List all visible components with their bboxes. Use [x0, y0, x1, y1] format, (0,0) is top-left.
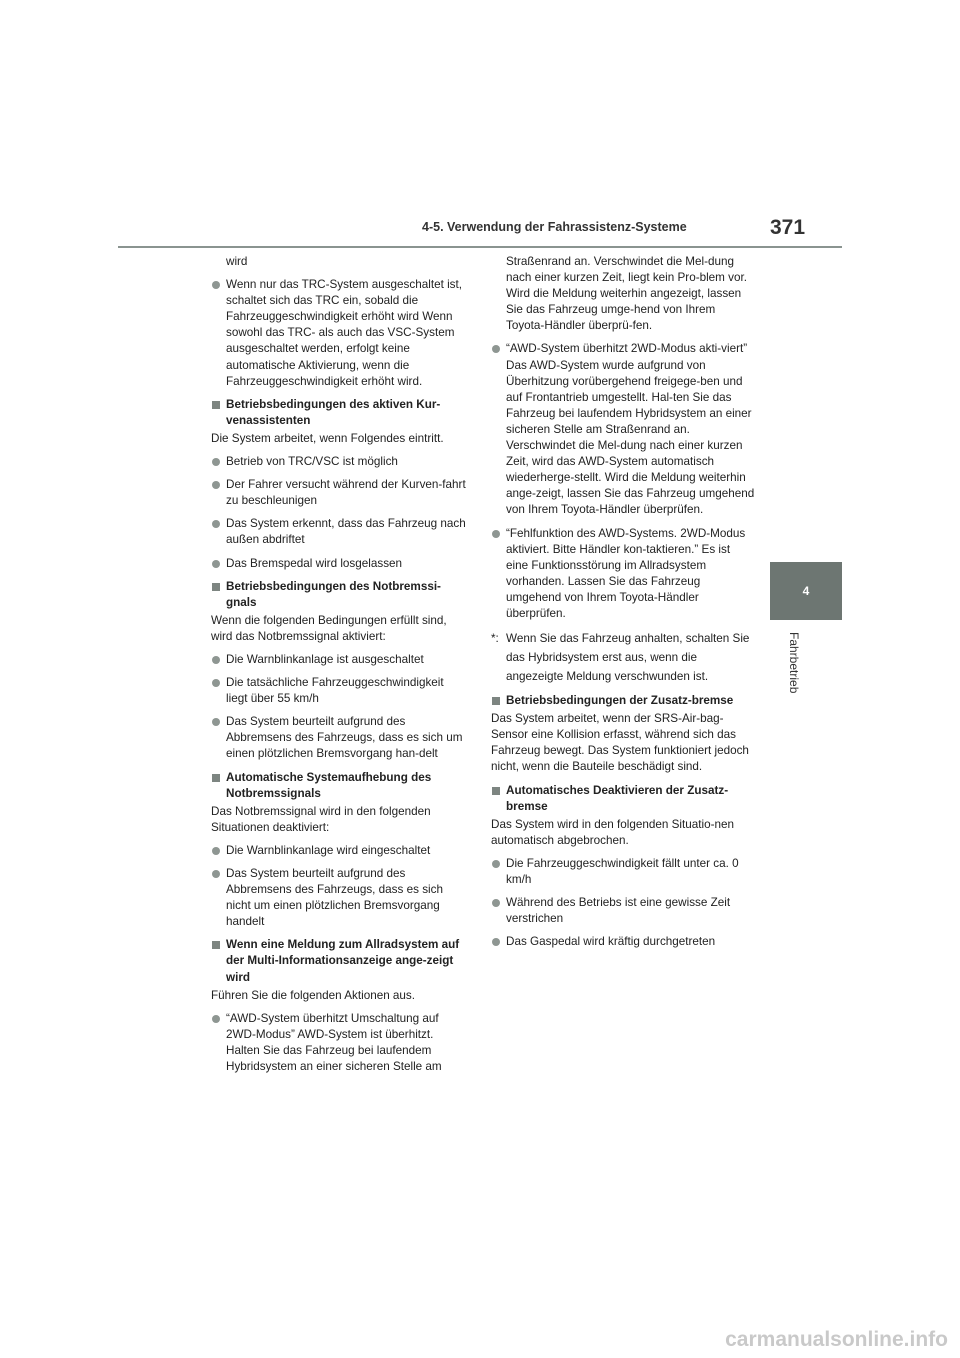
bullet-item: Die Warnblinkanlage ist ausgeschaltet	[211, 652, 467, 668]
bullet-item: Die tatsächliche Fahrzeuggeschwindigkeit liegt über 55 km/h	[211, 675, 467, 707]
bullet-item: “AWD-System überhitzt Umschaltung auf 2WD-Modus” AWD-System ist überhitzt. Halten Sie das Fahrzeug bei laufendem Hybridsystem an einer sicheren Stelle am	[211, 1011, 467, 1075]
bullet-item: Wenn nur das TRC-System ausgeschaltet ist, schaltet sich das TRC ein, sobald die Fahrzeuggeschwindigkeit erhöht wird Wenn sowohl das TRC- als auch das VSC-System ausgeschaltet werden, erfolgt keine automatische Aktivierung, wenn die Fahrzeuggeschwindigkeit erhöht wird.	[211, 277, 467, 390]
bullet-item: Das Gaspedal wird kräftig durchgetreten	[491, 934, 755, 950]
section-heading: Betriebsbedingungen des Notbremssi-gnals	[211, 579, 467, 611]
bullet-item: Das System erkennt, dass das Fahrzeug nach außen abdriftet	[211, 516, 467, 548]
paragraph: Das System wird in den folgenden Situatio-nen automatisch abgebrochen.	[491, 817, 734, 847]
bullet-item: Während des Betriebs ist eine gewisse Zeit verstrichen	[491, 895, 755, 927]
paragraph: Führen Sie die folgenden Aktionen aus.	[211, 988, 416, 1002]
bullet-item: Betrieb von TRC/VSC ist möglich	[211, 454, 467, 470]
header-divider	[118, 246, 842, 248]
page-number: 371	[770, 216, 806, 239]
section-heading: Wenn eine Meldung zum Allradsystem auf der Multi-Informationsanzeige ange-zeigt wird	[211, 937, 467, 985]
right-column	[491, 254, 755, 957]
watermark: carmanualsonline.info	[725, 1328, 948, 1351]
bullet-item: Die Warnblinkanlage wird eingeschaltet	[211, 843, 467, 859]
bullet-item: Der Fahrer versucht während der Kurven-fahrt zu beschleunigen	[211, 477, 467, 509]
chapter-label: Fahrbetrieb	[787, 632, 801, 694]
paragraph: Das Notbremssignal wird in den folgenden Situationen deaktiviert:	[211, 804, 431, 834]
footnote-marker: *:	[491, 632, 499, 646]
bullet-item: Die Fahrzeuggeschwindigkeit fällt unter ca. 0 km/h	[491, 856, 755, 888]
left-column	[211, 254, 467, 1082]
footnote-text: Wenn Sie das Fahrzeug anhalten, schalten Sie das Hybridsystem erst aus, wenn die angezeigte Meldung verschwunden ist.	[506, 632, 750, 684]
continued-text: wird	[226, 255, 248, 268]
bullet-item: Das System beurteilt aufgrund des Abbremsens des Fahrzeugs, dass es sich nicht um einen plötzlichen Bremsvorgang handelt	[211, 866, 467, 930]
paragraph: Die System arbeitet, wenn Folgendes eintritt.	[211, 431, 444, 445]
continued-text: Straßenrand an. Verschwindet die Mel-dung nach einer kurzen Zeit, liegt kein Pro-blem vor. Wird die Meldung weiterhin angezeigt, lassen Sie das Fahrzeug umge-hend von Ihrem Toyota-Händler überprü-fen.	[506, 255, 748, 333]
bullet-item: Das System beurteilt aufgrund des Abbremsens des Fahrzeugs, dass es sich um einen plötzlichen Bremsvorgang han-delt	[211, 714, 467, 762]
bullet-item: “AWD-System überhitzt 2WD-Modus akti-viert” Das AWD-System wurde aufgrund von Überhitzung vorübergehend freigege-ben und auf Frontantrieb umgestellt. Hal-ten Sie das Fahrzeug bei laufendem Hybridsystem an einer sicheren Stelle am Straßenrand an. Verschwindet die Mel-dung nach einer kurzen Zeit, wird das AWD-System automatisch wiederherge-stellt. Wird die Meldung weiterhin ange-zeigt, lassen Sie das Fahrzeug umgehend von Ihrem Toyota-Händler überprüfen.	[491, 341, 755, 518]
section-heading: Betriebsbedingungen der Zusatz-bremse	[491, 693, 755, 709]
section-heading: Betriebsbedingungen des aktiven Kur-venassistenten	[211, 397, 467, 429]
paragraph: Das System arbeitet, wenn der SRS-Air-bag-Sensor eine Kollision erfasst, während sich das Fahrzeug bewegt. Das System funktioniert jedoch nicht, wenn die Bauteile beschädigt sind.	[491, 712, 749, 774]
bullet-item: Das Bremspedal wird losgelassen	[211, 556, 467, 572]
paragraph: Wenn die folgenden Bedingungen erfüllt sind, wird das Notbremssignal aktiviert:	[211, 613, 447, 643]
section-title: 4-5. Verwendung der Fahrassistenz-Systeme	[422, 220, 687, 234]
footnote	[491, 629, 755, 686]
bullet-item: “Fehlfunktion des AWD-Systems. 2WD-Modus aktiviert. Bitte Händler kon-taktieren.” Es ist eine Funktionsstörung im Allradsystem vorhanden. Lassen Sie das Fahrzeug umgehend von Ihrem Toyota-Händler überprüfen.	[491, 526, 755, 623]
section-heading: Automatische Systemaufhebung des Notbremssignals	[211, 770, 467, 802]
chapter-tab[interactable]: 4	[770, 562, 842, 620]
section-heading: Automatisches Deaktivieren der Zusatz-bremse	[491, 783, 755, 815]
